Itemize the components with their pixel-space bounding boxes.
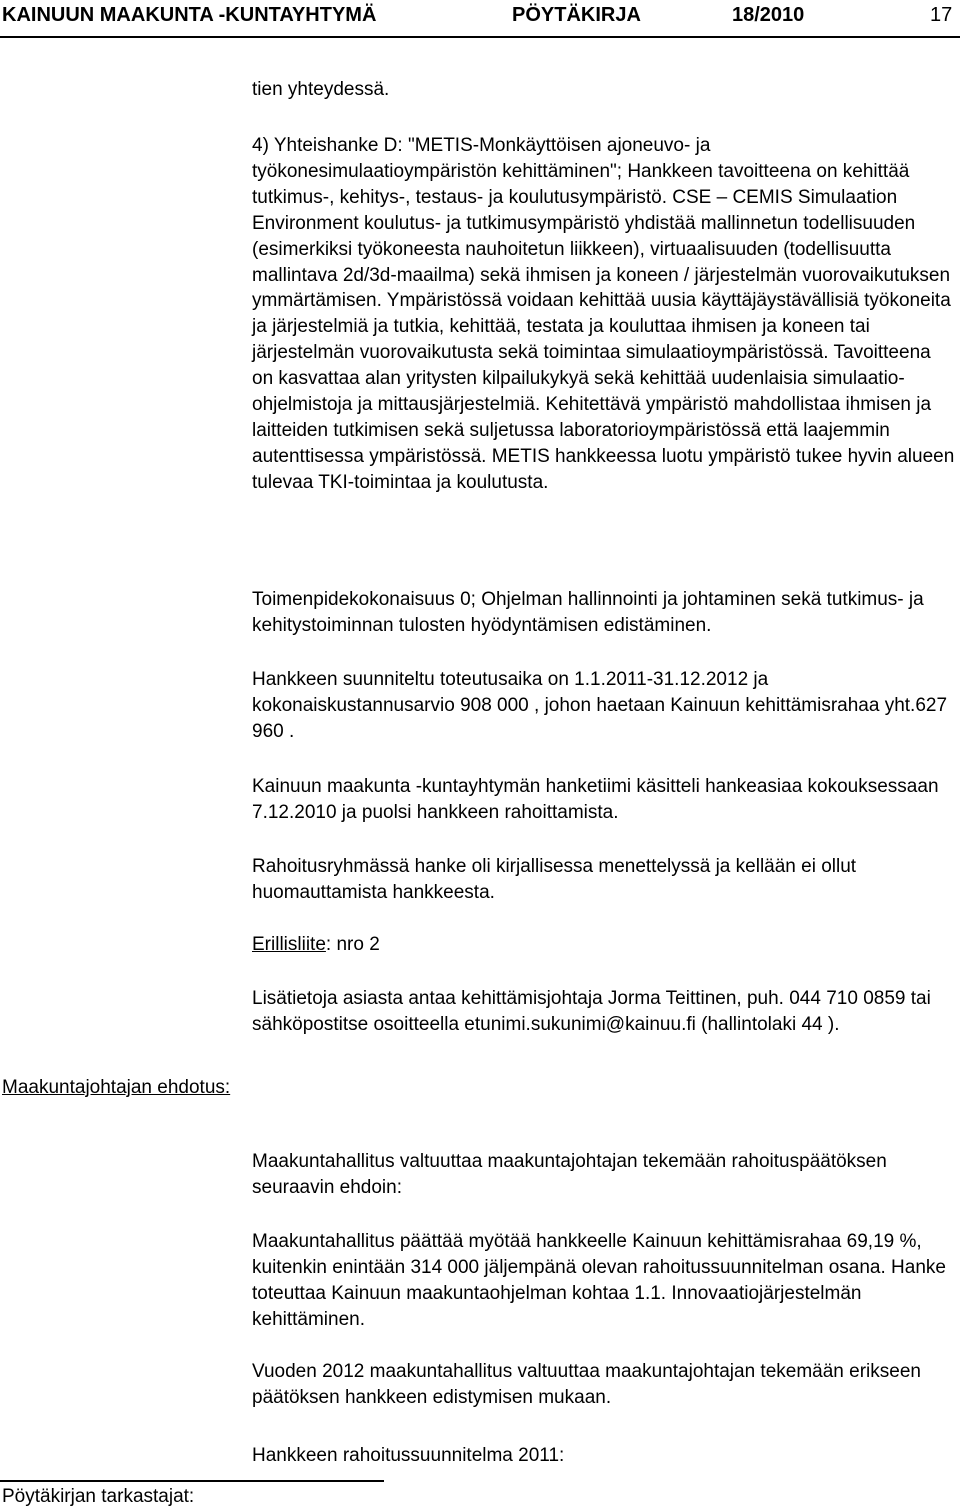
paragraph-contact-info: Lisätietoja asiasta antaa kehittämisjohtaja Jorma Teittinen, puh. 044 710 0859 tai sähköpostitse osoitteella etunimi.sukunimi@kainuu.fi (hallintolaki 44 ).	[252, 988, 931, 1035]
paragraph-project-team: Kainuun maakunta -kuntayhtymän hanketiimi käsitteli hankeasiaa kokouksessaan 7.12.2010 ja puolsi hankkeen rahoittamista.	[252, 776, 939, 823]
paragraph-measure-package: Toimenpidekokonaisuus 0; Ohjelman hallinnointi ja johtaminen sekä tutkimus- ja kehitystoiminnan tulosten hyödyntämisen edistäminen.	[252, 589, 924, 636]
attachment-reference	[252, 932, 956, 958]
attachment-number: : nro 2	[325, 934, 380, 955]
paragraph-2012-authorization: Vuoden 2012 maakuntahallitus valtuuttaa maakuntajohtajan tekemään erikseen päätöksen hankkeen edistymisen mukaan.	[252, 1361, 921, 1408]
page-header	[0, 2, 960, 32]
paragraph-authorization: Maakuntahallitus valtuuttaa maakuntajohtajan tekemään rahoituspäätöksen seuraavin ehdoin:	[252, 1151, 887, 1198]
paragraph-funding-decision: Maakuntahallitus päättää myötää hankkeelle Kainuun kehittämisrahaa 69,19 %, kuitenkin enintään 314 000 jäljempänä olevan rahoitussuunnitelman osana. Hanke toteuttaa Kainuun maakuntaohjelman kohtaa 1.1. Innovaatiojärjestelmän kehittäminen.	[252, 1231, 946, 1330]
document-number: 18/2010	[732, 4, 805, 26]
page-number: 17	[930, 4, 953, 26]
footer-rule	[0, 1480, 384, 1482]
paragraph-funding-group: Rahoitusryhmässä hanke oli kirjallisessa menettelyssä ja kellään ei ollut huomauttamista hankkeesta.	[252, 856, 857, 903]
organization-name: KAINUUN MAAKUNTA -KUNTAYHTYMÄ	[2, 4, 377, 26]
paragraph-continuation: tien yhteydessä.	[252, 79, 390, 100]
proposal-label: Maakuntajohtajan ehdotus:	[2, 1077, 231, 1098]
attachment-label: Erillisliite	[252, 934, 326, 955]
paragraph-schedule-budget: Hankkeen suunniteltu toteutusaika on 1.1.2011-31.12.2012 ja kokonaiskustannusarvio 908 000 , johon haetaan Kainuun kehittämisrahaa yht.627 960 .	[252, 669, 948, 742]
paragraph-funding-plan-heading: Hankkeen rahoitussuunnitelma 2011:	[252, 1445, 565, 1466]
reviewers-label: Pöytäkirjan tarkastajat:	[2, 1486, 195, 1507]
document-type: PÖYTÄKIRJA	[512, 4, 641, 26]
paragraph-project-description: 4) Yhteishanke D: "METIS-Monkäyttöisen ajoneuvo- ja työkonesimulaatioympäristön kehittäminen"; Hankkeen tavoitteena on kehittää tutkimus-, kehitys-, testaus- ja koulutusympäristö. CSE – CEMIS Simulaation Environment koulutus- ja tutkimusympäristö yhdistää mallinnetun todellisuuden (esimerkiksi työkoneesta nauhoitetun liikkeen), virtuaalisuuden (todellisuutta mallintava 2d/3d-maailma) sekä ihmisen ja koneen / järjestelmän vuorovaikutuksen ymmärtämisen. Ympäristössä voidaan kehittää uusia käyttäjäystävällisiä työkoneita ja järjestelmiä ja tutkia, kehittää, testata ja kouluttaa ihmisen ja koneen tai järjestelmän vuorovaikutusta sekä toimintaa simulaatioympäristössä. Tavoitteena on kasvattaa alan yritysten kilpailukykyä sekä kehittää uudenlaisia simulaatio-ohjelmistoja ja mittausjärjestelmiä. Kehitettävä ympäristö mahdollistaa ihmisen ja laitteiden tutkimisen sekä suljetussa laboratorioympäristössä että laajemmin autenttisessa ympäristössä. METIS hankkeessa luotu ympäristö tukee hyvin alueen tulevaa TKI-toimintaa ja koulutusta.	[252, 135, 955, 493]
header-rule	[0, 36, 960, 38]
